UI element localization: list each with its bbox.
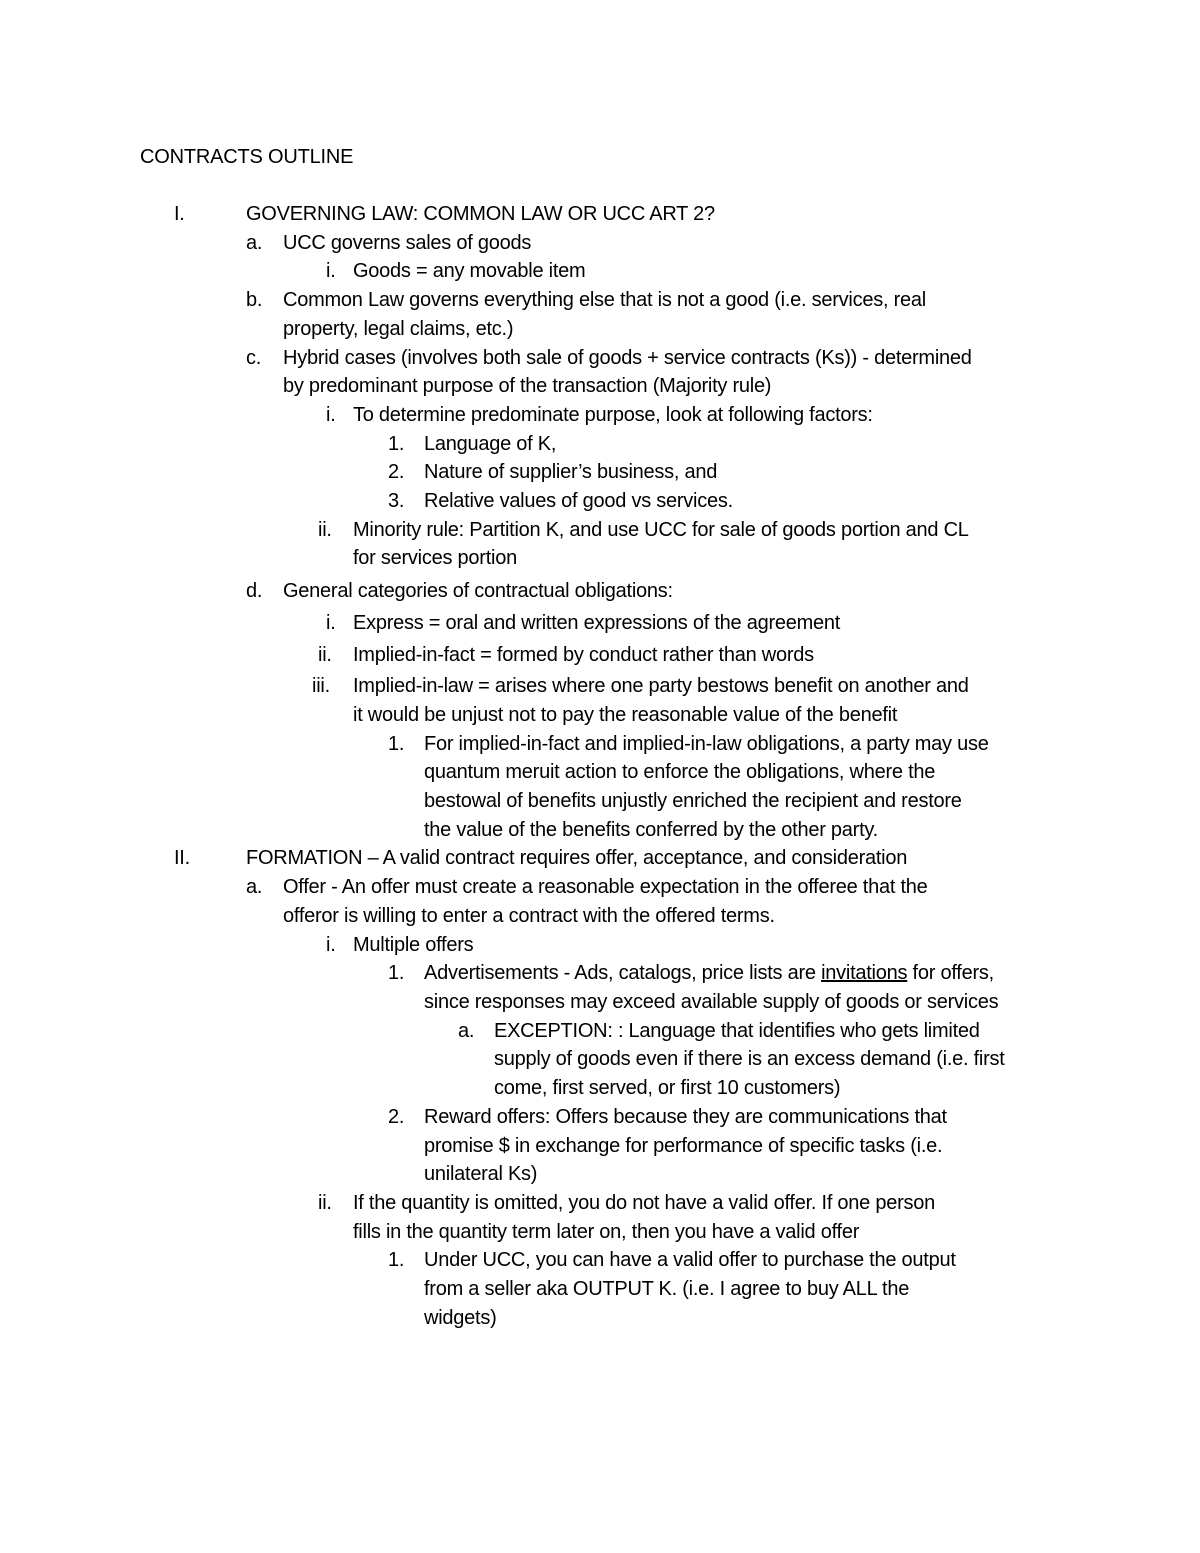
outline-text: GOVERNING LAW: COMMON LAW OR UCC ART 2? [246,203,715,225]
outline-text: Goods = any movable item [353,260,586,283]
outline-item-level5 [0,1017,1200,1103]
outline-text: Minority rule: Partition K, and use UCC for sale of goods portion and CL for services portion [353,518,969,570]
outline-marker: II. [174,847,190,870]
outline-text: For implied-in-fact and implied-in-law obligations, a party may use quantum meruit action to enforce the obligations, where the bestowal of benefits unjustly enriched the recipient and restore the value of the benefits conferred by the other party. [424,732,989,841]
outline-text: Hybrid cases (involves both sale of goods + service contracts (Ks)) - determined by predominant purpose of the transaction (Majority rule) [283,346,972,398]
outline-item-level3 [0,257,1200,286]
outline-text: If the quantity is omitted, you do not have a valid offer. If one person fills in the quantity term later on, then you have a valid offer [353,1191,936,1243]
outline-text [424,962,998,1013]
outline-text: General categories of contractual obligations: [283,580,673,603]
outline-text-part: for offers, since responses may exceed available supply of goods or services [424,962,999,1013]
outline-item-level2 [0,229,1200,258]
outline-text-part: Advertisements - Ads, catalogs, price lists are [424,962,822,985]
outline-marker: a. [458,1019,475,1042]
outline-item-level4 [0,1103,1200,1189]
outline-marker: 1. [388,962,405,985]
outline-item-level4 [0,458,1200,487]
outline-item-level2 [0,344,1200,401]
outline-item-level1 [0,200,1200,229]
outline [0,200,1200,1332]
outline-marker: 2. [388,1105,405,1128]
outline-text: Express = oral and written expressions of the agreement [353,611,841,634]
outline-text: Reward offers: Offers because they are communications that promise $ in exchange for performance of specific tasks (i.e. unilateral Ks) [424,1105,947,1186]
outline-item-level3 [0,931,1200,960]
outline-text: Offer - An offer must create a reasonable expectation in the offeree that the offeror is willing to enter a contract with the offered terms. [283,876,928,927]
outline-text: Under UCC, you can have a valid offer to purchase the output from a seller aka OUTPUT K. (i.e. I agree to buy ALL the widgets) [424,1249,956,1329]
outline-text: Language of K, [424,432,557,455]
outline-item-level4 [0,1246,1200,1332]
outline-text: Common Law governs everything else that is not a good (i.e. services, real property, legal claims, etc.) [283,289,926,340]
outline-marker: iii. [312,675,330,698]
outline-text: Implied-in-fact = formed by conduct rather than words [353,643,814,666]
outline-marker: a. [246,231,263,254]
outline-text: FORMATION – A valid contract requires offer, acceptance, and consideration [246,847,908,870]
outline-marker: a. [246,876,263,899]
outline-item-level4 [0,730,1200,845]
outline-text: UCC governs sales of goods [283,231,532,254]
outline-marker: 1. [388,1249,405,1272]
outline-item-level4 [0,430,1200,459]
outline-marker: d. [246,580,263,603]
outline-marker: i. [326,260,336,283]
outline-item-level3 [0,641,1200,670]
outline-marker: ii. [318,643,332,666]
outline-text: EXCEPTION: : Language that identifies who gets limited supply of goods even if there is an excess demand (i.e. first come, first served, or first 10 customers) [494,1019,1005,1100]
outline-marker: 3. [388,490,405,513]
outline-marker: i. [326,403,336,426]
outline-item-level2 [0,873,1200,930]
outline-item-level3 [0,401,1200,430]
outline-item-level3 [0,672,1200,729]
outline-item-level2 [0,577,1200,606]
outline-marker: i. [326,933,336,956]
outline-item-level3 [0,516,1200,573]
outline-item-level4 [0,487,1200,516]
outline-item-level3 [0,1189,1200,1246]
outline-marker: ii. [318,1191,332,1214]
document-title: CONTRACTS OUTLINE [140,146,354,168]
outline-marker: c. [246,346,262,369]
underlined-term: invitations [821,962,908,985]
outline-item-level2 [0,286,1200,343]
outline-item-level4 [0,959,1200,1016]
outline-item-level3 [0,609,1200,638]
outline-text: Relative values of good vs services. [424,490,733,513]
outline-marker: 1. [388,732,405,755]
outline-marker: ii. [318,518,332,541]
outline-marker: I. [174,203,185,225]
outline-text: Multiple offers [353,933,474,956]
outline-text: To determine predominate purpose, look at following factors: [353,403,873,426]
outline-marker: i. [326,611,336,634]
outline-item-level1 [0,844,1200,873]
outline-marker: 2. [388,461,405,484]
outline-marker: b. [246,289,263,312]
outline-text: Nature of supplier’s business, and [424,461,718,484]
outline-marker: 1. [388,432,405,455]
outline-text: Implied-in-law = arises where one party bestows benefit on another and it would be unjust not to pay the reasonable value of the benefit [353,675,969,726]
